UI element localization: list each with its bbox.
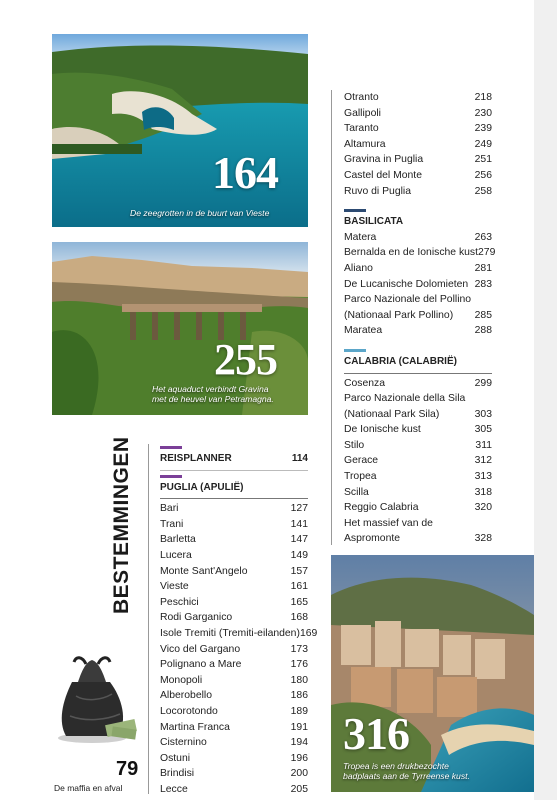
side-page-number: 79	[116, 758, 139, 780]
toc-entry-title: Reggio Calabria	[344, 502, 419, 514]
toc-entry-reisplanner[interactable]	[160, 451, 308, 467]
page-gutter	[534, 0, 557, 800]
toc-entry-title: Isole Tremiti (Tremiti-eilanden)	[160, 627, 300, 639]
toc-entry-page: 165	[290, 596, 308, 608]
toc-entry-title: Martina Franca	[160, 721, 230, 733]
toc-entry[interactable]	[344, 184, 492, 200]
toc-entry-page: 320	[474, 502, 492, 514]
toc-entry[interactable]	[160, 766, 308, 782]
toc-entry-title: Parco Nazionale del Pollino	[344, 294, 472, 306]
toc-entry-page: 312	[474, 455, 492, 467]
toc-entry-page: 256	[474, 169, 492, 181]
toc-entry-page: 205	[290, 783, 308, 795]
toc-entry[interactable]	[160, 704, 308, 720]
toc-entry-title: Lucera	[160, 549, 192, 561]
toc-entry-page: 147	[290, 534, 308, 546]
toc-entry-title: Rodi Garganico	[160, 612, 233, 624]
toc-entry[interactable]	[344, 323, 492, 339]
region-heading-text: BASILICATA	[344, 216, 404, 228]
toc-entry-page: 200	[290, 768, 308, 780]
toc-entry[interactable]	[160, 626, 318, 642]
toc-entry[interactable]	[344, 438, 492, 454]
toc-entry[interactable]	[344, 245, 496, 261]
toc-entry-title: Monte Sant'Angelo	[160, 565, 248, 577]
toc-entry-title: Vico del Gargano	[160, 643, 241, 655]
calabria-color-bar	[344, 349, 366, 352]
toc-entry[interactable]	[344, 469, 492, 485]
toc-entry-title: Otranto	[344, 92, 379, 103]
toc-entry-page: 169	[299, 627, 318, 639]
toc-entry-title: REISPLANNER	[160, 453, 232, 464]
toc-entry-title: Gallipoli	[344, 107, 381, 119]
toc-entry-page: 176	[290, 659, 308, 671]
toc-entry-title: Gerace	[344, 455, 379, 467]
photo-aqueduct	[52, 242, 308, 415]
toc-entry[interactable]	[160, 501, 308, 517]
toc-entry-title: Bernalda en de Ionische kust	[344, 247, 479, 259]
toc-entry-page: 114	[291, 453, 308, 464]
toc-entry-title: Lecce	[160, 783, 188, 795]
toc-entry-title: (Nationaal Park Pollino)	[344, 309, 454, 321]
toc-entry[interactable]	[344, 516, 492, 532]
toc-entry-page: 180	[290, 674, 308, 686]
toc-entry[interactable]	[160, 673, 308, 689]
toc-entry-page: 328	[474, 533, 492, 545]
toc-entry-title: Het massief van de	[344, 517, 433, 529]
toc-entry-page: 230	[474, 107, 492, 119]
toc-entry-title: Ostuni	[160, 752, 191, 764]
toc-entry-page: 239	[474, 123, 492, 135]
photo-page-number: 255	[214, 335, 277, 384]
toc-entry[interactable]	[344, 261, 492, 277]
side-caption: De maffia en afval	[54, 783, 123, 793]
toc-entry-page: 258	[474, 185, 492, 197]
toc-entry-page: 311	[475, 439, 492, 451]
toc-entry-page: 279	[478, 247, 496, 259]
toc-entry-title: Stilo	[344, 439, 365, 451]
toc-entry[interactable]	[344, 106, 492, 122]
toc-entry-page: 127	[290, 503, 308, 515]
toc-entry-title: Scilla	[344, 486, 369, 498]
toc-entry-title: Polignano a Mare	[160, 659, 242, 671]
toc-entry[interactable]	[344, 137, 492, 153]
toc-entry-title: Brindisi	[160, 768, 195, 780]
toc-entry[interactable]	[160, 579, 308, 595]
toc-entry-title: Gravina in Puglia	[344, 154, 424, 166]
toc-entry[interactable]	[160, 735, 308, 751]
toc-entry-page: 283	[474, 278, 492, 290]
toc-entry-page: 149	[290, 549, 308, 561]
toc-entry[interactable]	[160, 595, 308, 611]
region-heading-basilicata[interactable]	[344, 214, 492, 230]
toc-entry-page: 281	[474, 262, 492, 274]
divider	[160, 498, 308, 499]
puglia-list	[160, 501, 318, 797]
basilicata-color-bar	[344, 209, 366, 212]
section-title-text: BESTEMMINGEN	[110, 436, 133, 614]
toc-entry-title: Taranto	[344, 123, 379, 135]
toc-entry-page: 186	[290, 690, 308, 702]
toc-entry-page: 303	[474, 408, 492, 420]
toc-entry-page: 249	[474, 138, 492, 150]
region-heading-text: PUGLIA (APULIË)	[160, 481, 244, 493]
toc-entry[interactable]	[160, 642, 308, 658]
toc-entry-title: Vieste	[160, 581, 189, 593]
toc-entry[interactable]	[344, 292, 492, 308]
toc-entry-title: Bari	[160, 503, 179, 515]
toc-entry[interactable]	[344, 230, 492, 246]
toc-entry-page: 196	[290, 752, 308, 764]
toc-entry-page: 251	[474, 154, 492, 166]
toc-entry-page: 218	[474, 92, 492, 103]
toc-entry-page: 168	[290, 612, 308, 624]
toc-entry-title: Cisternino	[160, 737, 207, 749]
toc-entry-page: 161	[290, 581, 308, 593]
toc-entry[interactable]	[344, 90, 492, 106]
garbage-bag-icon	[52, 652, 142, 744]
reisplanner-color-bar	[160, 446, 182, 449]
toc-entry-page: 141	[290, 518, 308, 530]
toc-entry-page: 263	[474, 231, 492, 243]
toc-entry-title: Tropea	[344, 471, 377, 483]
toc-entry[interactable]	[344, 168, 492, 184]
toc-entry-title: Castel del Monte	[344, 169, 422, 181]
divider	[344, 373, 492, 374]
puglia-continued-list	[344, 90, 492, 199]
toc-entry-title: Parco Nazionale della Sila	[344, 393, 466, 405]
divider	[160, 470, 308, 471]
section-title	[110, 436, 134, 614]
toc-entry-title: Aspromonte	[344, 533, 401, 545]
region-heading-text: CALABRIA (CALABRIË)	[344, 355, 457, 367]
toc-entry[interactable]	[344, 121, 492, 137]
photo-page-number: 164	[212, 147, 278, 198]
toc-entry[interactable]	[160, 657, 308, 673]
toc-entry-title: Monopoli	[160, 674, 203, 686]
photo-page-number: 316	[343, 708, 409, 759]
toc-entry-title: Cosenza	[344, 377, 386, 389]
toc-entry-page: 299	[474, 377, 492, 389]
toc-entry-page: 318	[474, 486, 492, 498]
column-divider-right	[331, 90, 332, 545]
toc-entry-title: De Ionische kust	[344, 424, 421, 436]
toc-entry[interactable]	[160, 782, 308, 798]
toc-entry-page: 157	[290, 565, 308, 577]
toc-entry-page: 305	[474, 424, 492, 436]
toc-entry-title: Aliano	[344, 262, 373, 274]
toc-entry-page: 313	[474, 471, 492, 483]
toc-entry-title: (Nationaal Park Sila)	[344, 408, 440, 420]
photo-caption: Het aquaduct verbindt Gravina met de heuvel van Petramagna.	[152, 384, 274, 404]
region-heading-calabria[interactable]	[344, 354, 492, 370]
toc-entry[interactable]	[160, 610, 308, 626]
toc-left-column	[160, 440, 318, 797]
toc-entry-page: 288	[474, 325, 492, 337]
toc-entry-page: 285	[474, 309, 492, 321]
toc-entry[interactable]	[344, 376, 492, 392]
toc-entry[interactable]	[344, 308, 492, 324]
toc-entry[interactable]	[344, 152, 492, 168]
toc-entry[interactable]	[344, 391, 492, 407]
toc-entry[interactable]	[160, 548, 308, 564]
toc-entry[interactable]	[344, 453, 492, 469]
toc-entry[interactable]	[160, 532, 308, 548]
toc-entry-page: 191	[290, 721, 308, 733]
basilicata-list	[344, 230, 496, 339]
toc-entry-page: 194	[290, 737, 308, 749]
toc-entry[interactable]	[344, 500, 492, 516]
toc-entry-title: Matera	[344, 231, 377, 243]
toc-entry[interactable]	[344, 277, 492, 293]
toc-entry-title: Trani	[160, 518, 184, 530]
toc-right-column	[344, 90, 496, 547]
photo-caption: De zeegrotten in de buurt van Vieste	[130, 208, 270, 218]
toc-entry[interactable]	[160, 688, 308, 704]
toc-entry[interactable]	[344, 485, 492, 501]
toc-entry[interactable]	[160, 517, 308, 533]
toc-entry-page: 173	[290, 643, 308, 655]
toc-entry[interactable]	[160, 720, 308, 736]
region-heading-puglia[interactable]	[160, 480, 308, 496]
photo-sea-caves	[52, 34, 308, 227]
toc-entry-title: Alberobello	[160, 690, 212, 702]
toc-entry[interactable]	[344, 422, 492, 438]
toc-entry[interactable]	[344, 531, 492, 547]
photo-caption: Tropea is een drukbezochte badplaats aan de Tyrreense kust.	[343, 761, 470, 781]
toc-entry-page: 189	[290, 705, 308, 717]
toc-entry-title: De Lucanische Dolomieten	[344, 278, 469, 290]
toc-entry[interactable]	[344, 407, 492, 423]
toc-entry-title: Locorotondo	[160, 705, 218, 717]
toc-entry[interactable]	[160, 564, 308, 580]
puglia-color-bar	[160, 475, 182, 478]
toc-entry-title: Ruvo di Puglia	[344, 185, 412, 197]
garbage-bag-illustration	[52, 652, 142, 744]
toc-entry-title: Altamura	[344, 138, 386, 150]
toc-entry-title: Barletta	[160, 534, 196, 546]
calabria-list	[344, 376, 492, 548]
toc-entry[interactable]	[160, 751, 308, 767]
column-divider-left	[148, 444, 149, 794]
toc-entry-title: Peschici	[160, 596, 199, 608]
toc-entry-title: Maratea	[344, 325, 383, 337]
photo-tropea	[331, 555, 534, 792]
